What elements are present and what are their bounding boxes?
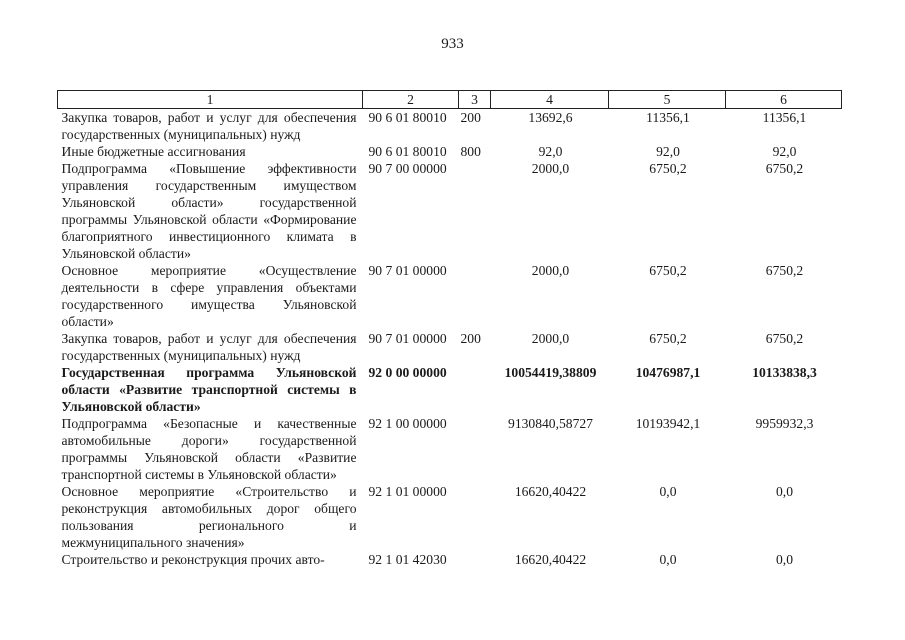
row-value-col5: 6750,2 [649, 263, 687, 278]
table-row [58, 415, 842, 483]
row-value-col5: 11356,1 [646, 110, 690, 125]
row-value-col6: 6750,2 [765, 161, 804, 176]
row-expense-type: 200 [460, 110, 481, 125]
row-value-col4: 9130840,58727 [508, 416, 593, 431]
row-value-col6: 6750,2 [765, 263, 804, 278]
table-body [58, 109, 842, 569]
header-col-2: 2 [363, 91, 459, 109]
row-value-col6: 6750,2 [765, 331, 804, 346]
row-value-col4: 2000,0 [531, 161, 570, 176]
header-col-3: 3 [459, 91, 491, 109]
row-expense-type [459, 483, 491, 551]
table-row [58, 143, 842, 160]
header-col-1: 1 [58, 91, 363, 109]
table-row [58, 160, 842, 262]
row-name: Строительство и реконструкция прочих авто- [61, 552, 325, 567]
table-row [58, 551, 842, 568]
row-value-col5: 6750,2 [649, 331, 687, 346]
header-row [58, 91, 842, 109]
row-code: 90 7 01 00000 [368, 263, 447, 278]
row-expense-type [459, 364, 491, 415]
row-value-col6: 0,0 [776, 484, 793, 499]
header-col-5: 5 [609, 91, 726, 109]
row-value-col4: 16620,40422 [514, 484, 587, 499]
row-code: 90 7 00 00000 [368, 161, 447, 176]
row-value-col4: 92,0 [538, 144, 563, 159]
row-value-col6: 92,0 [772, 144, 797, 159]
row-value-col5: 10476987,1 [635, 365, 701, 380]
row-expense-type: 200 [460, 331, 481, 346]
row-expense-type [459, 262, 491, 330]
row-name: Основное мероприятие «Осуществление деятельности в сфере управления объектами государственного имущества Ульяновской области» [61, 263, 357, 329]
row-code: 90 6 01 80010 [368, 110, 447, 125]
row-value-col4: 16620,40422 [514, 552, 587, 567]
row-code: 92 1 01 00000 [368, 484, 447, 499]
row-value-col6: 9959932,3 [755, 416, 814, 431]
row-expense-type [459, 415, 491, 483]
row-value-col6: 11356,1 [762, 110, 807, 125]
table-row [58, 109, 842, 144]
row-expense-type [459, 551, 491, 568]
budget-table [57, 90, 842, 568]
row-value-col6: 10133838,3 [752, 365, 817, 380]
row-code: 92 1 00 00000 [368, 416, 447, 431]
row-code: 92 1 01 42030 [368, 552, 447, 567]
table-header [58, 91, 842, 109]
row-name: Закупка товаров, работ и услуг для обеспечения государственных (муниципальных) нужд [61, 331, 357, 363]
row-name: Подпрограмма «Безопасные и качественные автомобильные дороги» государственной программы Ульяновской области «Развитие транспортной системы в Ульяновской области» [61, 416, 357, 482]
row-name: Государственная программа Ульяновской области «Развитие транспортной системы в Ульяновской области» [61, 365, 357, 414]
header-col-4: 4 [491, 91, 609, 109]
row-code: 90 7 01 00000 [368, 331, 447, 346]
row-name: Закупка товаров, работ и услуг для обеспечения государственных (муниципальных) нужд [61, 110, 357, 142]
row-name: Основное мероприятие «Строительство и реконструкция автомобильных дорог общего пользования регионального и межмуниципального значения» [61, 484, 357, 550]
row-value-col5: 92,0 [656, 144, 680, 159]
row-expense-type [459, 160, 491, 262]
row-value-col6: 0,0 [776, 552, 793, 567]
table-row [58, 364, 842, 415]
row-value-col4: 13692,6 [528, 110, 573, 125]
row-code: 90 6 01 80010 [368, 144, 447, 159]
table-row [58, 483, 842, 551]
table-row [58, 330, 842, 364]
row-value-col5: 6750,2 [649, 161, 687, 176]
row-name: Иные бюджетные ассигнования [61, 144, 246, 159]
header-col-6: 6 [726, 91, 842, 109]
row-value-col5: 10193942,1 [635, 416, 701, 431]
row-value-col4: 2000,0 [531, 263, 570, 278]
row-value-col4: 10054419,38809 [504, 365, 597, 380]
row-value-col5: 0,0 [659, 484, 677, 499]
row-expense-type: 800 [460, 144, 481, 159]
table-row [58, 262, 842, 330]
row-code: 92 0 00 00000 [368, 365, 447, 380]
row-value-col4: 2000,0 [531, 331, 570, 346]
row-name: Подпрограмма «Повышение эффективности управления государственным имуществом Ульяновской области» государственной программы Ульяновской области «Формирование благоприятного инвестиционного климата в Ульяновской области» [61, 161, 357, 261]
page-number: 933 [441, 36, 464, 52]
row-value-col5: 0,0 [659, 552, 677, 567]
